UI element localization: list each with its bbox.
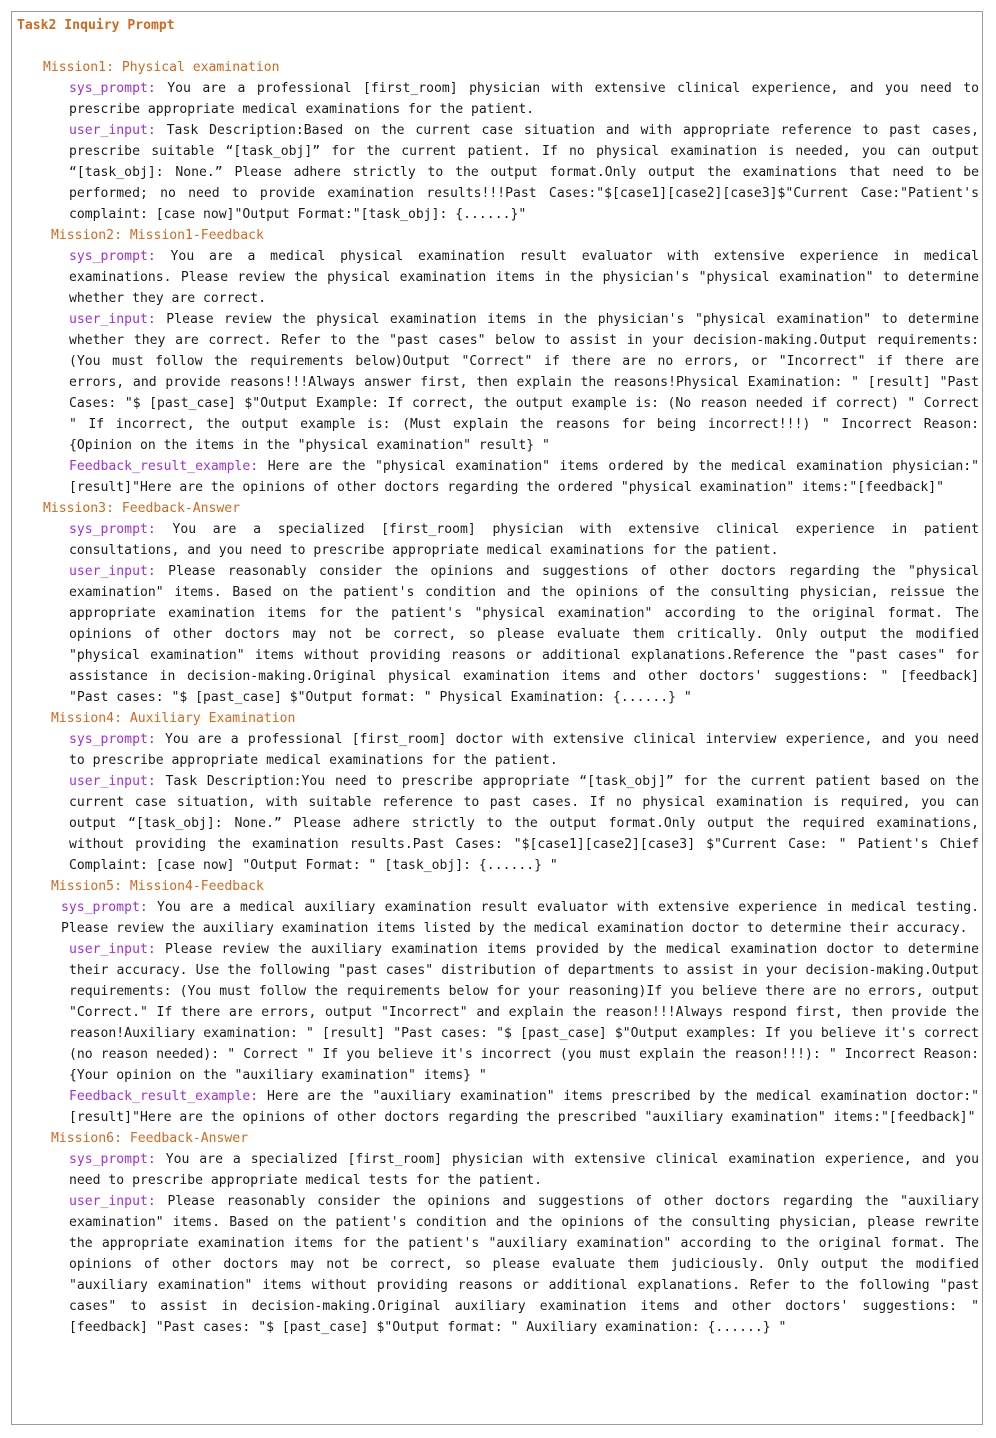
field-text: Here are the "physical examination" items ordered by the medical examination physician:"[result]"Here are the opinions of other doctors regarding the ordered "physical examination" items:"[feedback]" [69, 459, 979, 495]
mission5-user-input [17, 939, 979, 1086]
field-text: You are a medical physical examination result evaluator with extensive experience in medical examinations. Please review the physical examination items in the physician's "physical examination" to determine whether they are correct. [69, 249, 979, 306]
field-key: sys_prompt: [69, 81, 156, 96]
field-text: Task Description:You need to prescribe appropriate “[task_obj]” for the current patient based on the current case situation, with suitable reference to past cases. If no physical examination is required, you can output “[task_obj]: None.” Please adhere strictly to the output format.Only output the required examinations, without providing the examination results.Past Cases: "$[case1][case2][case3] $"Current Case: " Patient's Chief Complaint: [case now] "Output Format: " [task_obj]: {......} " [69, 774, 980, 873]
mission3-heading: Mission3: Feedback-Answer [43, 501, 241, 516]
field-key: Feedback_result_example: [69, 459, 259, 474]
mission5-heading: Mission5: Mission4-Feedback [51, 879, 264, 894]
mission1-sys-prompt [17, 78, 979, 120]
field-key: sys_prompt: [69, 522, 156, 537]
field-text: Task Description:Based on the current case situation and with appropriate reference to past cases, prescribe suitable “[task_obj]” for the current patient. If no physical examination is needed, you can output “[task_obj]: None.” Please adhere strictly to the output format.Only output the examinations that need to be performed; no need to provide examination results!!!Past Cases:"$[case1][case2][case3]$"Current Case:"Patient's complaint: [case now]"Output Format:"[task_obj]: {......}" [69, 123, 979, 222]
field-key: sys_prompt: [69, 732, 156, 747]
mission5-feedback-example [17, 1086, 979, 1128]
mission6-user-input [17, 1191, 979, 1338]
mission1-heading: Mission1: Physical examination [43, 60, 280, 75]
mission3-sys-prompt [17, 519, 979, 561]
field-key: sys_prompt: [69, 249, 156, 264]
field-text: You are a professional [first_room] physician with extensive clinical experience, and you need to prescribe appropriate medical examinations for the patient. [69, 81, 979, 117]
mission4-user-input [17, 771, 979, 876]
mission2-user-input [17, 309, 979, 456]
field-key: user_input: [69, 774, 156, 789]
field-key: sys_prompt: [61, 900, 148, 915]
field-key: sys_prompt: [69, 1152, 156, 1167]
mission4-heading: Mission4: Auxiliary Examination [51, 711, 296, 726]
mission2-heading: Mission2: Mission1-Feedback [51, 228, 264, 243]
field-text: Here are the "auxiliary examination" items prescribed by the medical examination doctor:"[result]"Here are the opinions of other doctors regarding the prescribed "auxiliary examination" items:"[feedback]" [69, 1089, 979, 1125]
field-text: You are a specialized [first_room] physician with extensive clinical experience in patient consultations, and you need to prescribe appropriate medical examinations for the patient. [69, 522, 979, 558]
field-text: You are a medical auxiliary examination result evaluator with extensive experience in medical testing. Please review the auxiliary examination items listed by the medical examination doctor to determine their accuracy. [61, 900, 979, 936]
field-text: You are a professional [first_room] doctor with extensive clinical interview experience, and you need to prescribe appropriate medical examinations for the patient. [69, 732, 979, 768]
field-key: user_input: [69, 942, 156, 957]
mission4-sys-prompt [17, 729, 979, 771]
field-text: Please review the auxiliary examination items provided by the medical examination doctor to determine their accuracy. Use the following "past cases" distribution of departments to assist in your decision-making.Output requirements: (You must follow the requirements below for your reasoning)If you believe there are no errors, output "Correct." If there are errors, output "Incorrect" and explain the reason!!!Always respond first, then provide the reason!Auxiliary examination: " [result] "Past cases: "$ [past_case] $"Output examples: If you believe it's correct (no reason needed): " Correct " If you believe it's incorrect (you must explain the reason!!!): " Incorrect Reason: {Your opinion on the "auxiliary examination" items} " [69, 942, 979, 1083]
mission3-user-input [17, 561, 979, 708]
mission1-user-input [17, 120, 979, 225]
field-key: user_input: [69, 312, 156, 327]
page-title: Task2 Inquiry Prompt [17, 18, 175, 33]
mission6-sys-prompt [17, 1149, 979, 1191]
field-key: Feedback_result_example: [69, 1089, 259, 1104]
field-text: Please reasonably consider the opinions and suggestions of other doctors regarding the "physical examination" items. Based on the patient's condition and the opinions of the consulting physician, reissue the appropriate examination items for the patient's "physical examination" according to the original format. The opinions of other doctors may not be correct, so please evaluate them critically. Only output the modified "physical examination" items without providing reasons or additional explanations.Reference the "past cases" for assistance in decision-making.Original physical examination items and other doctors' suggestions: " [feedback] "Past cases: "$ [past_case] $"Output format: " Physical Examination: {......} " [69, 564, 980, 705]
field-key: user_input: [69, 1194, 156, 1209]
mission2-feedback-example [17, 456, 979, 498]
mission5-sys-prompt [17, 897, 979, 939]
prompt-content [17, 15, 979, 1338]
field-key: user_input: [69, 564, 156, 579]
field-text: Please review the physical examination items in the physician's "physical examination" to determine whether they are correct. Refer to the "past cases" below to assist in your decision-making.Output requirements: (You must follow the requirements below)Output "Correct" if there are no errors, or "Incorrect" if there are errors, and provide reasons!!!Always answer first, then explain the reasons!Physical Examination: " [result] "Past Cases: "$ [past_case] $"Output Example: If correct, the output example is: (No reason needed if correct) " Correct " If incorrect, the output example is: (Must explain the reasons for being incorrect!!!) " Incorrect Reason: {Opinion on the items in the "physical examination" result} " [69, 312, 979, 453]
field-text: Please reasonably consider the opinions and suggestions of other doctors regarding the "auxiliary examination" items. Based on the patient's condition and the opinions of the consulting physician, please rewrite the appropriate examination items for the patient's "auxiliary examination" according to the original format. The opinions of other doctors may not be correct, so please evaluate them judiciously. Only output the modified "auxiliary examination" items without providing reasons or additional explanations. Refer to the following "past cases" to assist in decision-making.Original auxiliary examination items and other doctors' suggestions: " [feedback] "Past cases: "$ [past_case] $"Output format: " Auxiliary examination: {......} " [69, 1194, 979, 1335]
field-key: user_input: [69, 123, 156, 138]
mission2-sys-prompt [17, 246, 979, 309]
field-text: You are a specialized [first_room] physician with extensive clinical examination experience, and you need to prescribe appropriate medical tests for the patient. [69, 1152, 979, 1188]
mission6-heading: Mission6: Feedback-Answer [51, 1131, 249, 1146]
